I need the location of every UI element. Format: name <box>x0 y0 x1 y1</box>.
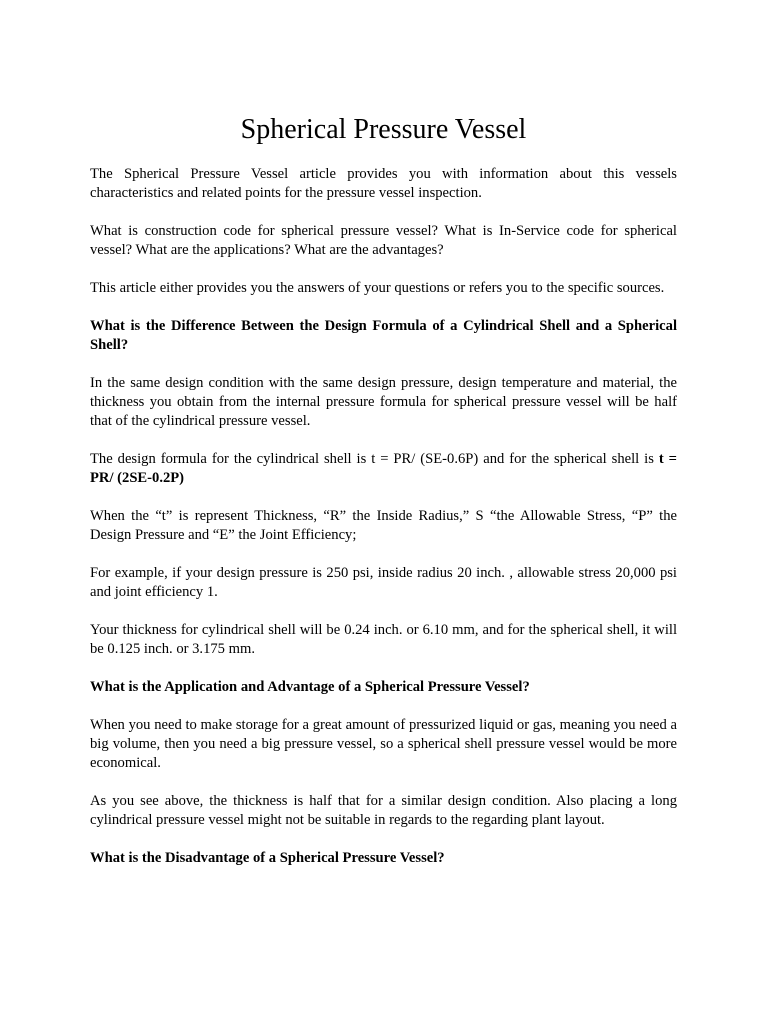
variables-paragraph: When the “t” is represent Thickness, “R” the Inside Radius,” S “the Allowable Stress, “P” the Design Pressure and “E” the Joint Efficiency; <box>90 508 677 543</box>
questions-paragraph: What is construction code for spherical pressure vessel? What is In-Service code for spherical vessel? What are the applications? What are the advantages? <box>90 223 677 258</box>
formula-paragraph <box>90 450 677 488</box>
thickness-result-paragraph: Your thickness for cylindrical shell will be 0.24 inch. or 6.10 mm, and for the spherical shell, it will be 0.125 inch. or 3.175 mm. <box>90 622 677 657</box>
spherical-formula: t = PR/ (2SE-0.2P) <box>90 451 677 486</box>
layout-paragraph: As you see above, the thickness is half that for a similar design condition. Also placing a long cylindrical pressure vessel might not be suitable in regards to the regarding plant layout. <box>90 793 677 828</box>
section-heading-disadvantage: What is the Disadvantage of a Spherical Pressure Vessel? <box>90 850 445 866</box>
intro-paragraph: The Spherical Pressure Vessel article provides you with information about this vessels characteristics and related points for the pressure vessel inspection. <box>90 166 677 201</box>
section-heading-difference: What is the Difference Between the Design Formula of a Cylindrical Shell and a Spherical Shell? <box>90 318 677 353</box>
formula-text: The design formula for the cylindrical shell is t = PR/ (SE-0.6P) and for the spherical shell is <box>90 451 659 467</box>
document-page <box>90 112 677 887</box>
answers-note-paragraph: This article either provides you the answers of your questions or refers you to the specific sources. <box>90 280 665 296</box>
section-heading-application: What is the Application and Advantage of a Spherical Pressure Vessel? <box>90 679 530 695</box>
example-paragraph: For example, if your design pressure is 250 psi, inside radius 20 inch. , allowable stress 20,000 psi and joint efficiency 1. <box>90 565 677 600</box>
design-condition-paragraph: In the same design condition with the same design pressure, design temperature and material, the thickness you obtain from the internal pressure formula for spherical pressure vessel will be half that of the cylindrical pressure vessel. <box>90 375 677 429</box>
document-title: Spherical Pressure Vessel <box>240 114 527 145</box>
storage-paragraph: When you need to make storage for a great amount of pressurized liquid or gas, meaning you need a big volume, then you need a big pressure vessel, so a spherical shell pressure vessel would be more economical. <box>90 717 677 771</box>
